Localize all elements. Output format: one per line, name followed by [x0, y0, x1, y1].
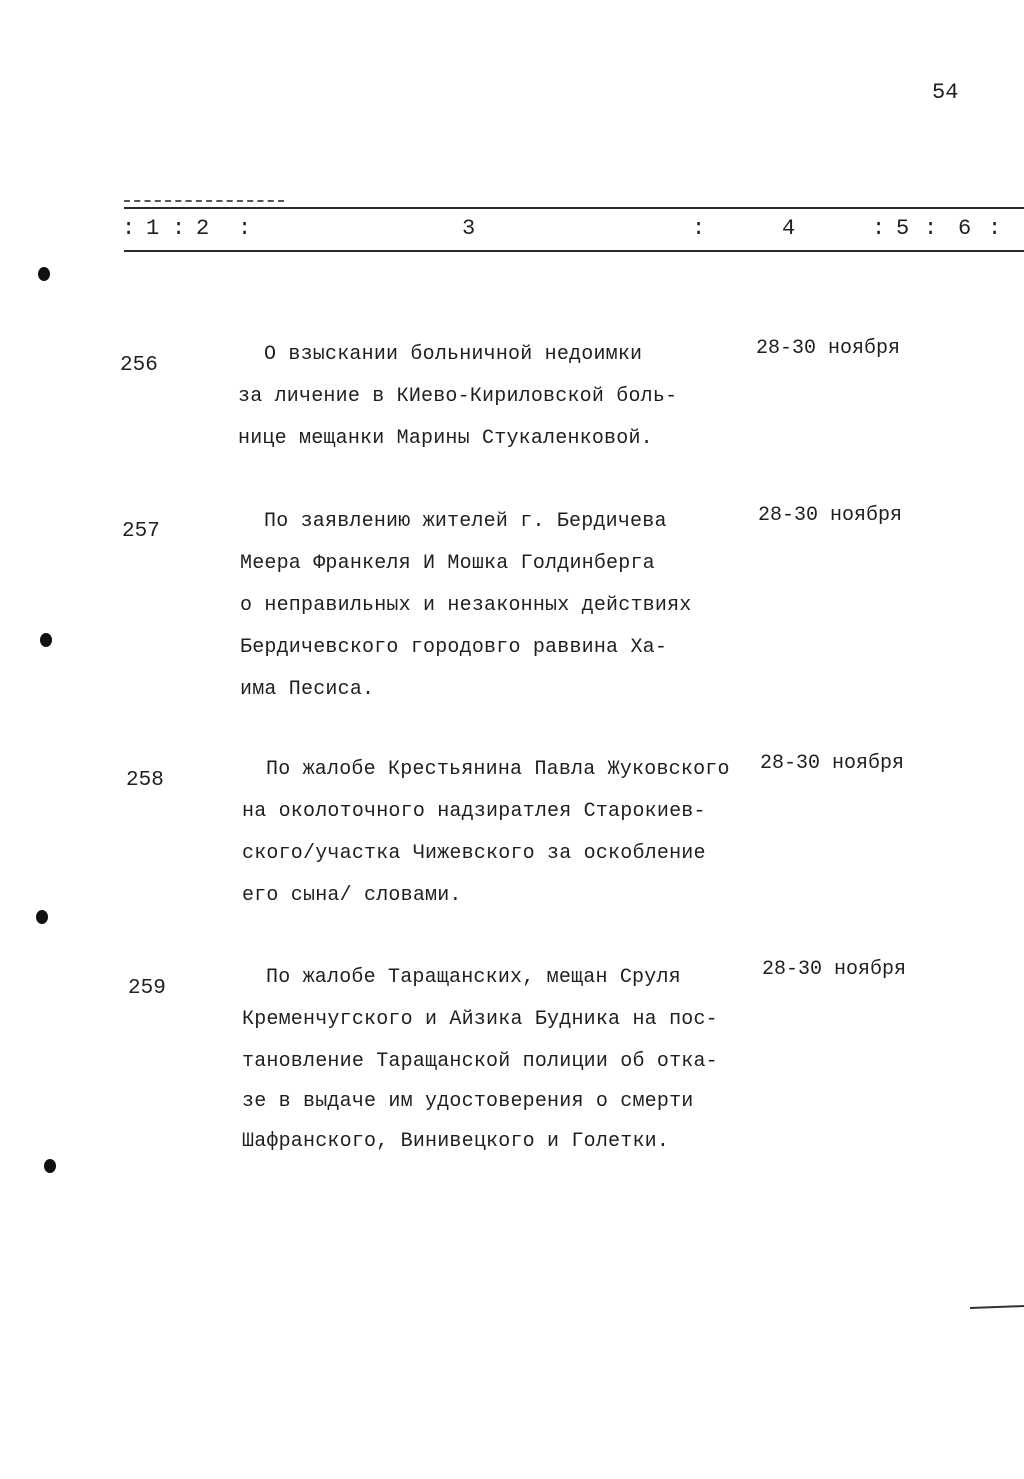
entry-text-line: Шафранского, Винивецкого и Голетки. [242, 1130, 670, 1153]
column-header-6: 6 [958, 216, 972, 241]
margin-stroke [970, 1305, 1024, 1309]
punch-hole-mark [44, 1159, 56, 1173]
column-header-5: 5 [896, 216, 910, 241]
page-number: 54 [932, 80, 959, 105]
entry-text-line: ского/участка Чижевского за оскобление [242, 842, 706, 865]
entry-text-line: тановление Таращанской полиции об отка- [242, 1050, 718, 1073]
entry-text-line: Бердичевского городовго раввина Ха- [240, 636, 668, 659]
entry-text-line: По жалобе Таращанских, мещан Сруля [266, 966, 681, 989]
entry-text-line: его сына/ словами. [242, 884, 462, 907]
entry-text-line: По заявлению жителей г. Бердичева [264, 510, 667, 533]
entry-date: 28-30 ноября [756, 337, 901, 360]
header-rule-top [124, 207, 1024, 209]
column-header-3: 3 [462, 216, 476, 241]
punch-hole-mark [36, 910, 48, 924]
column-separator: : [924, 216, 938, 241]
entry-number: 257 [122, 520, 160, 543]
entry-number: 258 [126, 769, 164, 792]
entry-text-line: има Песиса. [240, 678, 375, 701]
header-rule-dashed [124, 200, 284, 202]
header-rule-bottom [124, 250, 1024, 252]
column-separator: : [122, 216, 136, 241]
entry-text-line: Кременчугского и Айзика Будника на пос- [242, 1008, 718, 1031]
entry-text-line: О взыскании больничной недоимки [264, 343, 643, 366]
entry-text-line: о неправильных и незаконных действиях [240, 594, 692, 617]
column-separator: : [172, 216, 186, 241]
column-separator: : [238, 216, 252, 241]
punch-hole-mark [40, 633, 52, 647]
column-separator: : [872, 216, 886, 241]
column-header-1: 1 [146, 216, 160, 241]
entry-text-line: Меера Франкеля И Мошка Голдинберга [240, 552, 655, 575]
entry-number: 256 [120, 354, 158, 377]
entry-number: 259 [128, 977, 166, 1000]
column-separator: : [988, 216, 1002, 241]
entry-text-line: По жалобе Крестьянина Павла Жуковского [266, 758, 730, 781]
punch-hole-mark [38, 267, 50, 281]
entry-text-line: за личение в КИево-Кириловской боль- [238, 385, 678, 408]
column-header-2: 2 [196, 216, 210, 241]
column-separator: : [692, 216, 706, 241]
entry-date: 28-30 ноября [760, 752, 905, 775]
entry-text-line: нице мещанки Марины Стукаленковой. [238, 427, 653, 450]
column-header-4: 4 [782, 216, 796, 241]
entry-date: 28-30 ноября [758, 504, 903, 527]
entry-text-line: зе в выдаче им удостоверения о смерти [242, 1090, 694, 1113]
entry-date: 28-30 ноября [762, 958, 907, 981]
entry-text-line: на околоточного надзиратлея Старокиев- [242, 800, 706, 823]
